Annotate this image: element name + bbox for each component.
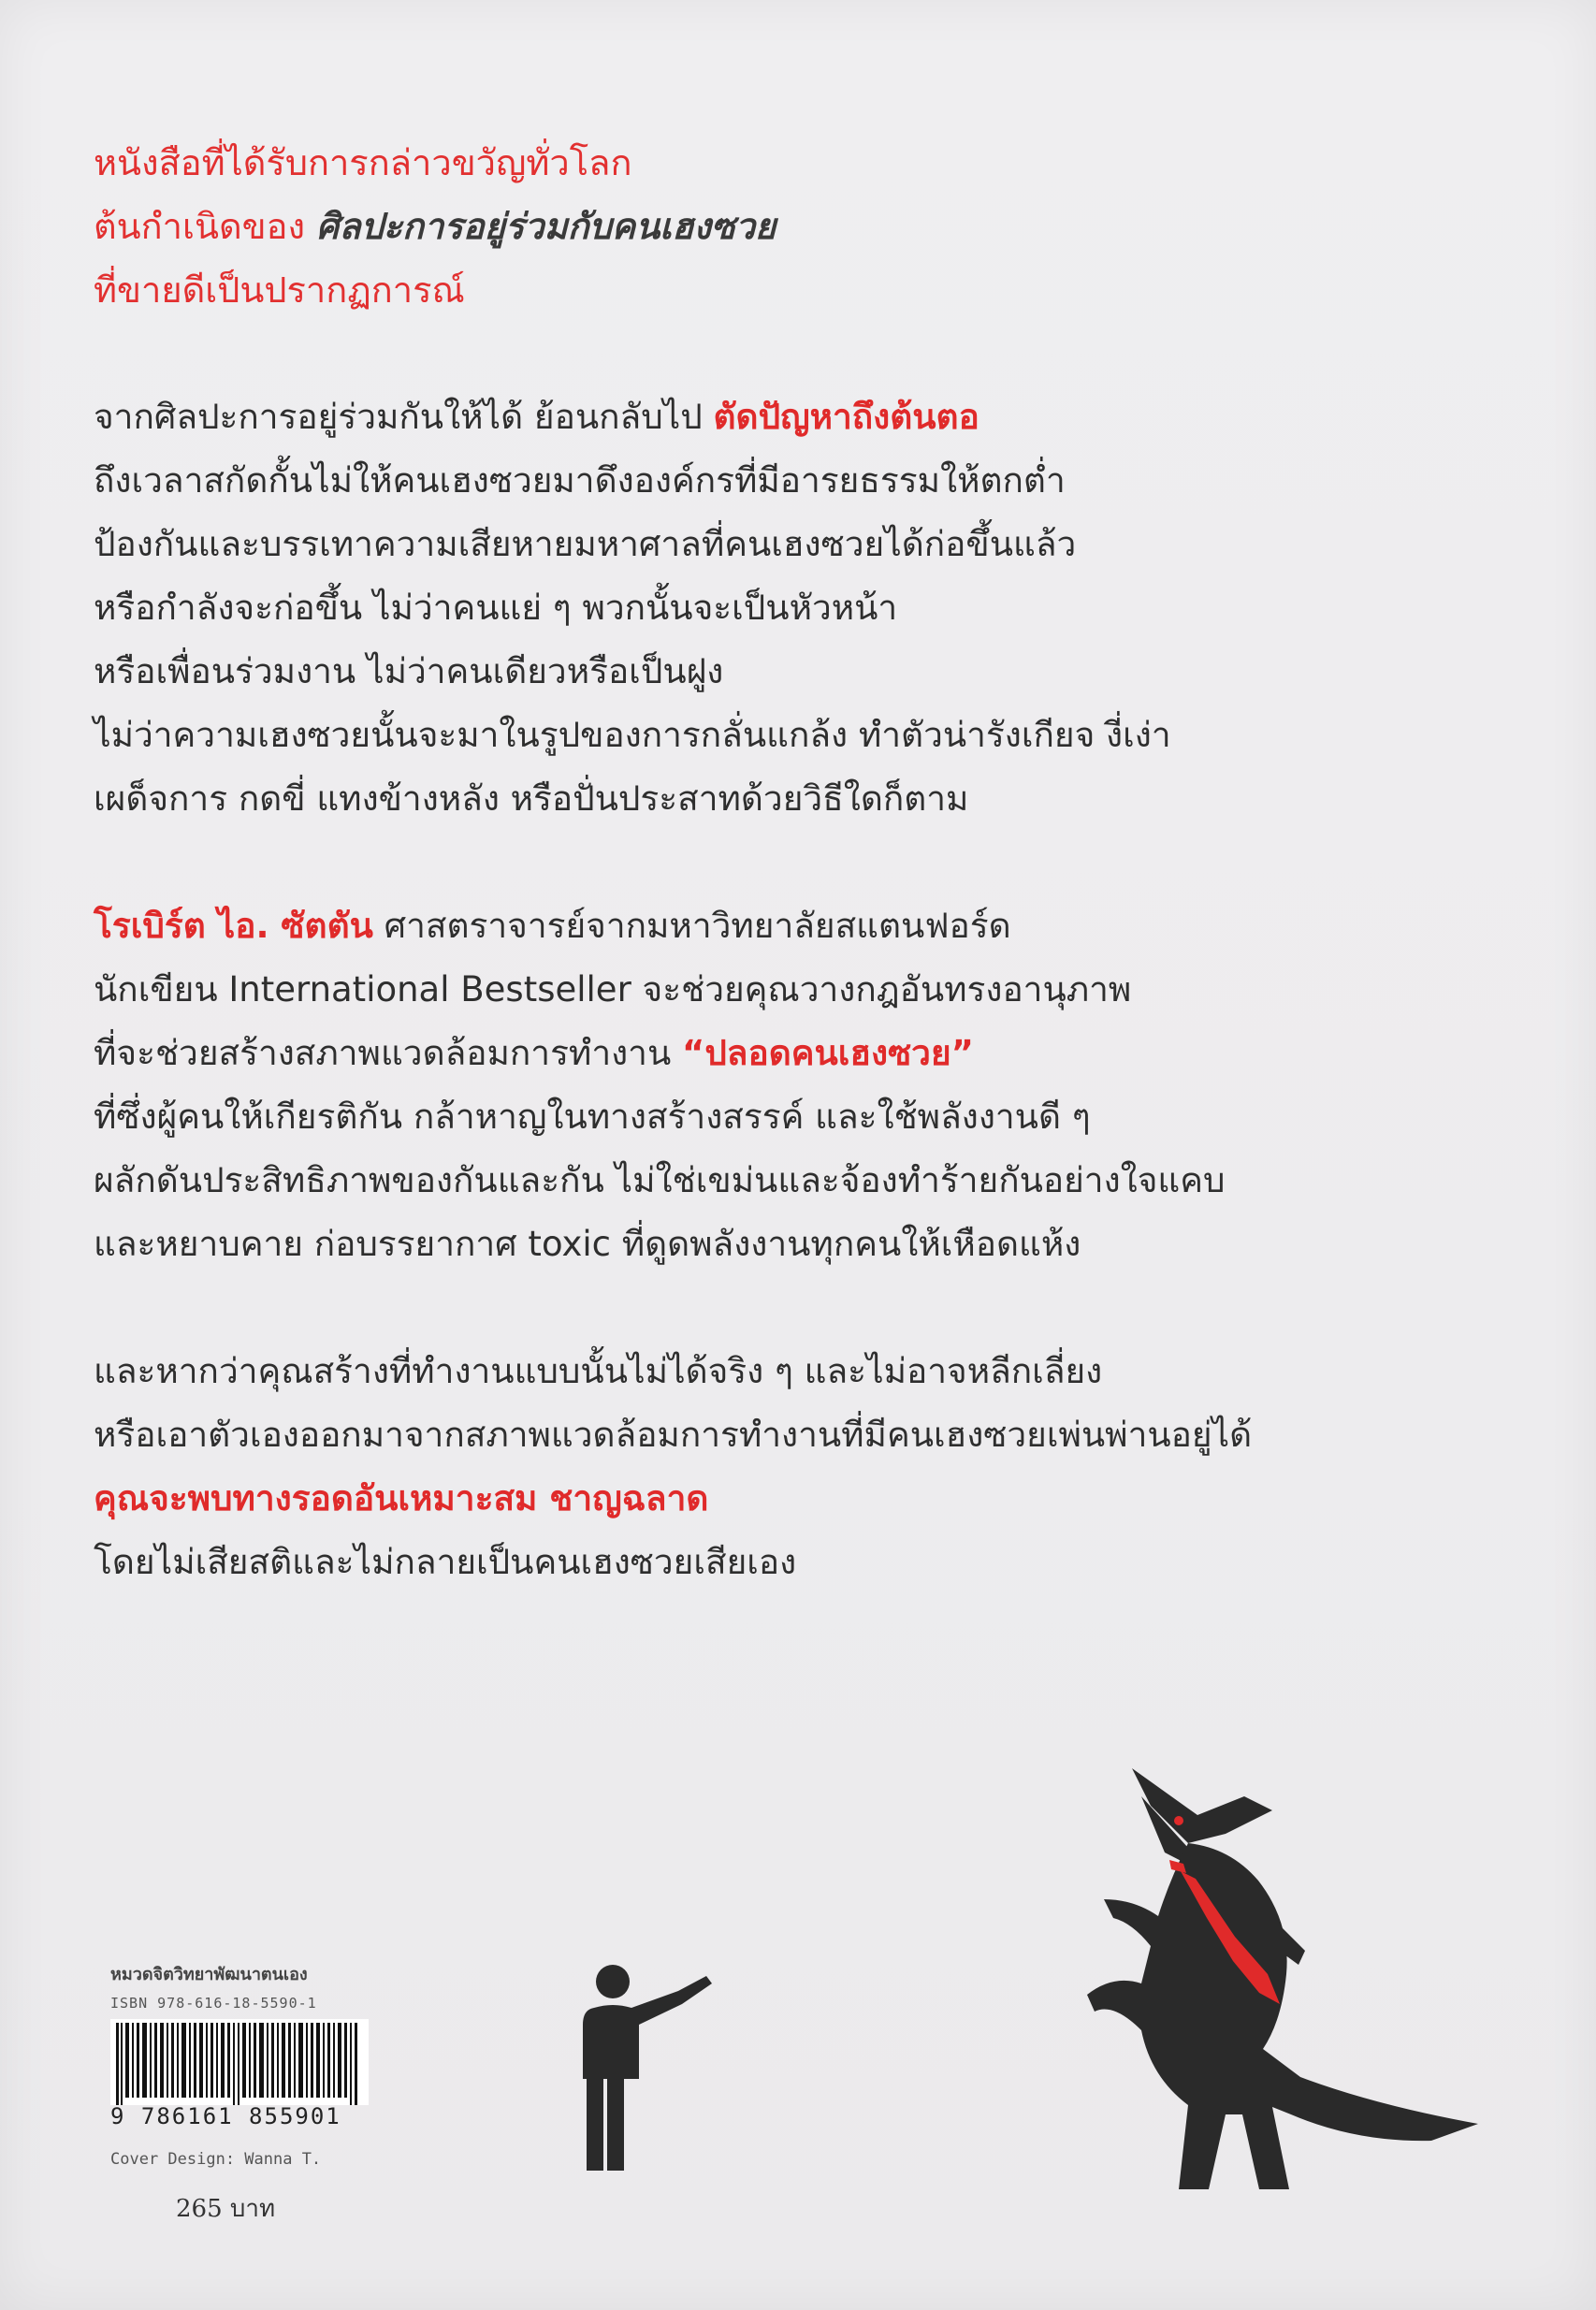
p2-line-1 xyxy=(94,894,1497,958)
paragraph-3 xyxy=(94,1340,1497,1594)
p1-line: หรือกำลังจะก่อขึ้น ไม่ว่าคนแย่ ๆ พวกนั้นจะเป็นหัวหน้า xyxy=(94,588,898,628)
p1-line: หรือเพื่อนร่วมงาน ไม่ว่าคนเดียวหรือเป็นฝูง xyxy=(94,651,724,691)
barcode-number: 9 786161 855901 xyxy=(110,2103,341,2129)
p1-line: ไม่ว่าความเฮงซวยนั้นจะมาในรูปของการกลั่นแกล้ง ทำตัวน่ารังเกียจ งี่เง่า xyxy=(94,715,1171,755)
price-label: 265 บาท xyxy=(176,2195,276,2223)
p3-line-2: หรือเอาตัวเองออกมาจากสภาพแวดล้อมการทำงานที่มีคนเฮงซวยเพ่นพ่านอยู่ได้ xyxy=(94,1415,1253,1455)
paragraph-2 xyxy=(94,894,1497,1276)
intro-line-2 xyxy=(94,195,1497,258)
p2-line-2: นักเขียน International Bestseller จะช่วยคุณวางกฎอันทรงอานุภาพ xyxy=(94,969,1132,1010)
blurb-text xyxy=(94,131,1497,1658)
p1-line-1 xyxy=(94,385,1497,449)
intro-line-1: หนังสือที่ได้รับการกล่าวขวัญทั่วโลก xyxy=(94,142,632,183)
p2-line: ผลักดันประสิทธิภาพของกันและกัน ไม่ใช่เขม่นและจ้องทำร้ายกันอย่างใจแคบ xyxy=(94,1160,1226,1200)
p2-line-3-text: ที่จะช่วยสร้างสภาพแวดล้อมการทำงาน xyxy=(94,1033,682,1073)
crocodile-boss-icon xyxy=(1076,1759,1516,2208)
p2-line: และหยาบคาย ก่อบรรยากาศ toxic ที่ดูดพลังงานทุกคนให้เหือดแห้ง xyxy=(94,1224,1081,1264)
category-label: หมวดจิตวิทยาพัฒนาตนเอง xyxy=(110,1965,308,1984)
isbn-text: ISBN 978-616-18-5590-1 xyxy=(110,1995,317,2012)
p1-line: ป้องกันและบรรเทาความเสียหายมหาศาลที่คนเฮงซวยได้ก่อขึ้นแล้ว xyxy=(94,524,1077,564)
cover-design-credit: Cover Design: Wanna T. xyxy=(110,2150,322,2169)
intro-line-2-prefix: ต้นกำเนิดของ xyxy=(94,206,317,247)
p2-line-3 xyxy=(94,1022,1497,1085)
original-book-title: ศิลปะการอยู่ร่วมกับคนเฮงซวย xyxy=(316,206,776,247)
p1-line: ถึงเวลาสกัดกั้นไม่ให้คนเฮงซวยมาดึงองค์กรที่มีอารยธรรมให้ตกต่ำ xyxy=(94,460,1066,501)
publication-info xyxy=(110,1960,391,2228)
barcode-icon xyxy=(110,2019,369,2105)
pointing-person-icon xyxy=(566,1955,734,2180)
p3-line-4: โดยไม่เสียสติและไม่กลายเป็นคนเฮงซวยเสียเอง xyxy=(94,1542,797,1582)
p1-highlight: ตัดปัญหาถึงต้นตอ xyxy=(713,397,979,437)
p1-line-1-text: จากศิลปะการอยู่ร่วมกันให้ได้ ย้อนกลับไป xyxy=(94,397,714,437)
p2-highlight: “ปลอดคนเฮงซวย” xyxy=(682,1033,974,1073)
intro-line-3: ที่ขายดีเป็นปรากฏการณ์ xyxy=(94,269,465,311)
p2-line-1-text: ศาสตราจารย์จากมหาวิทยาลัยสแตนฟอร์ด xyxy=(372,906,1011,946)
p1-line: เผด็จการ กดขี่ แทงข้างหลัง หรือปั่นประสาทด้วยวิธีใดก็ตาม xyxy=(94,778,969,819)
paragraph-1 xyxy=(94,385,1497,831)
p3-highlight: คุณจะพบทางรอดอันเหมาะสม ชาญฉลาด xyxy=(94,1478,709,1518)
author-name: โรเบิร์ต ไอ. ซัตตัน xyxy=(94,906,373,946)
p3-line-1: และหากว่าคุณสร้างที่ทำงานแบบนั้นไม่ได้จริง ๆ และไม่อาจหลีกเลี่ยง xyxy=(94,1351,1103,1391)
p2-line: ที่ซึ่งผู้คนให้เกียรติกัน กล้าหาญในทางสร้างสรรค์ และใช้พลังงานดี ๆ xyxy=(94,1097,1091,1137)
intro-paragraph xyxy=(94,131,1497,322)
